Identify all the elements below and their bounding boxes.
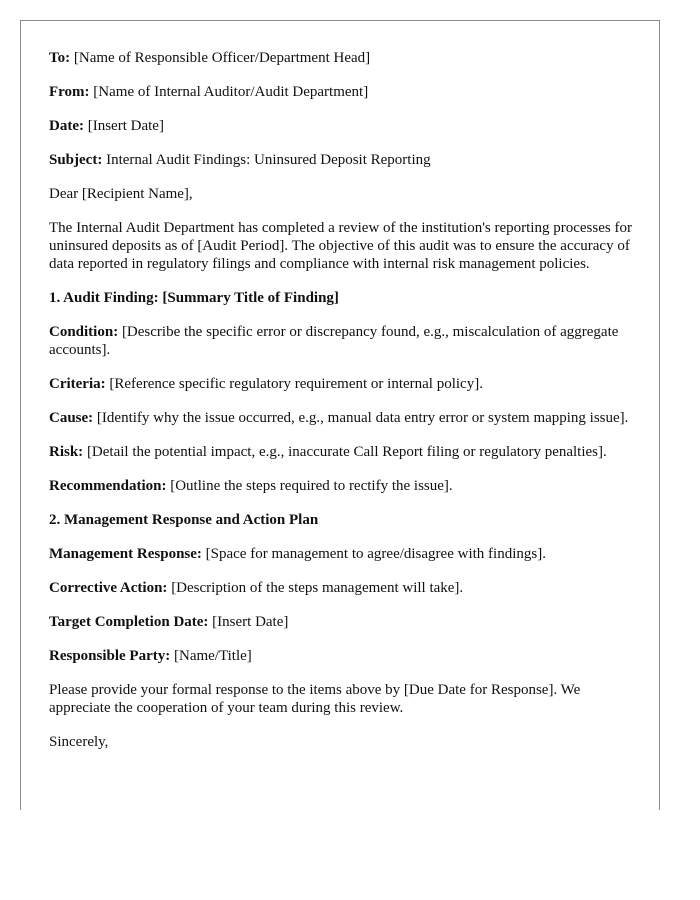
corrective-action-line (49, 579, 637, 597)
condition-value: [Describe the specific error or discrepancy found, e.g., miscalculation of aggregate accounts]. (49, 324, 619, 358)
management-response-value: [Space for management to agree/disagree with findings]. (205, 546, 546, 562)
target-date-line (49, 613, 637, 631)
greeting: Dear [Recipient Name], (49, 186, 193, 202)
response-heading: 2. Management Response and Action Plan (49, 512, 319, 528)
memo-from-line (49, 83, 637, 101)
memo-from-value: [Name of Internal Auditor/Audit Department] (93, 84, 369, 100)
document-body (49, 49, 637, 767)
memo-date-value: [Insert Date] (87, 118, 164, 134)
management-response-label: Management Response: (49, 546, 202, 562)
recommendation-label: Recommendation: (49, 478, 167, 494)
responsible-party-value: [Name/Title] (174, 648, 252, 664)
memo-subject-label: Subject: (49, 152, 103, 168)
cause-value: [Identify why the issue occurred, e.g., manual data entry error or system mapping issue]. (96, 410, 629, 426)
memo-to-label: To: (49, 50, 71, 66)
corrective-action-value: [Description of the steps management will take]. (171, 580, 464, 596)
signoff: Sincerely, (49, 734, 109, 750)
cause-line (49, 409, 637, 427)
recommendation-value: [Outline the steps required to rectify the issue]. (170, 478, 453, 494)
intro-paragraph: The Internal Audit Department has completed a review of the institution's reporting processes for uninsured deposits as of [Audit Period]. The objective of this audit was to ensure the accuracy of data reported in regulatory filings and compliance with internal risk management policies. (49, 220, 632, 272)
condition-label: Condition: (49, 324, 119, 340)
condition-line (49, 323, 637, 359)
target-date-label: Target Completion Date: (49, 614, 209, 630)
risk-label: Risk: (49, 444, 84, 460)
memo-to-value: [Name of Responsible Officer/Department Head] (73, 50, 371, 66)
management-response-line (49, 545, 637, 563)
criteria-line (49, 375, 637, 393)
responsible-party-label: Responsible Party: (49, 648, 171, 664)
memo-subject-value: Internal Audit Findings: Uninsured Deposit Reporting (106, 152, 431, 168)
memo-from-label: From: (49, 84, 90, 100)
closing-paragraph: Please provide your formal response to the items above by [Due Date for Response]. We appreciate the cooperation of your team during this review. (49, 682, 581, 716)
corrective-action-label: Corrective Action: (49, 580, 168, 596)
document-page (20, 20, 660, 810)
memo-date-line (49, 117, 637, 135)
target-date-value: [Insert Date] (212, 614, 289, 630)
criteria-label: Criteria: (49, 376, 106, 392)
risk-value: [Detail the potential impact, e.g., inaccurate Call Report filing or regulatory penalties]. (86, 444, 607, 460)
risk-line (49, 443, 637, 461)
memo-subject-line (49, 151, 637, 169)
memo-date-label: Date: (49, 118, 84, 134)
responsible-party-line (49, 647, 637, 665)
criteria-value: [Reference specific regulatory requirement or internal policy]. (109, 376, 483, 392)
finding-heading: 1. Audit Finding: [Summary Title of Finding] (49, 290, 339, 306)
cause-label: Cause: (49, 410, 94, 426)
recommendation-line (49, 477, 637, 495)
memo-to-line (49, 49, 637, 67)
